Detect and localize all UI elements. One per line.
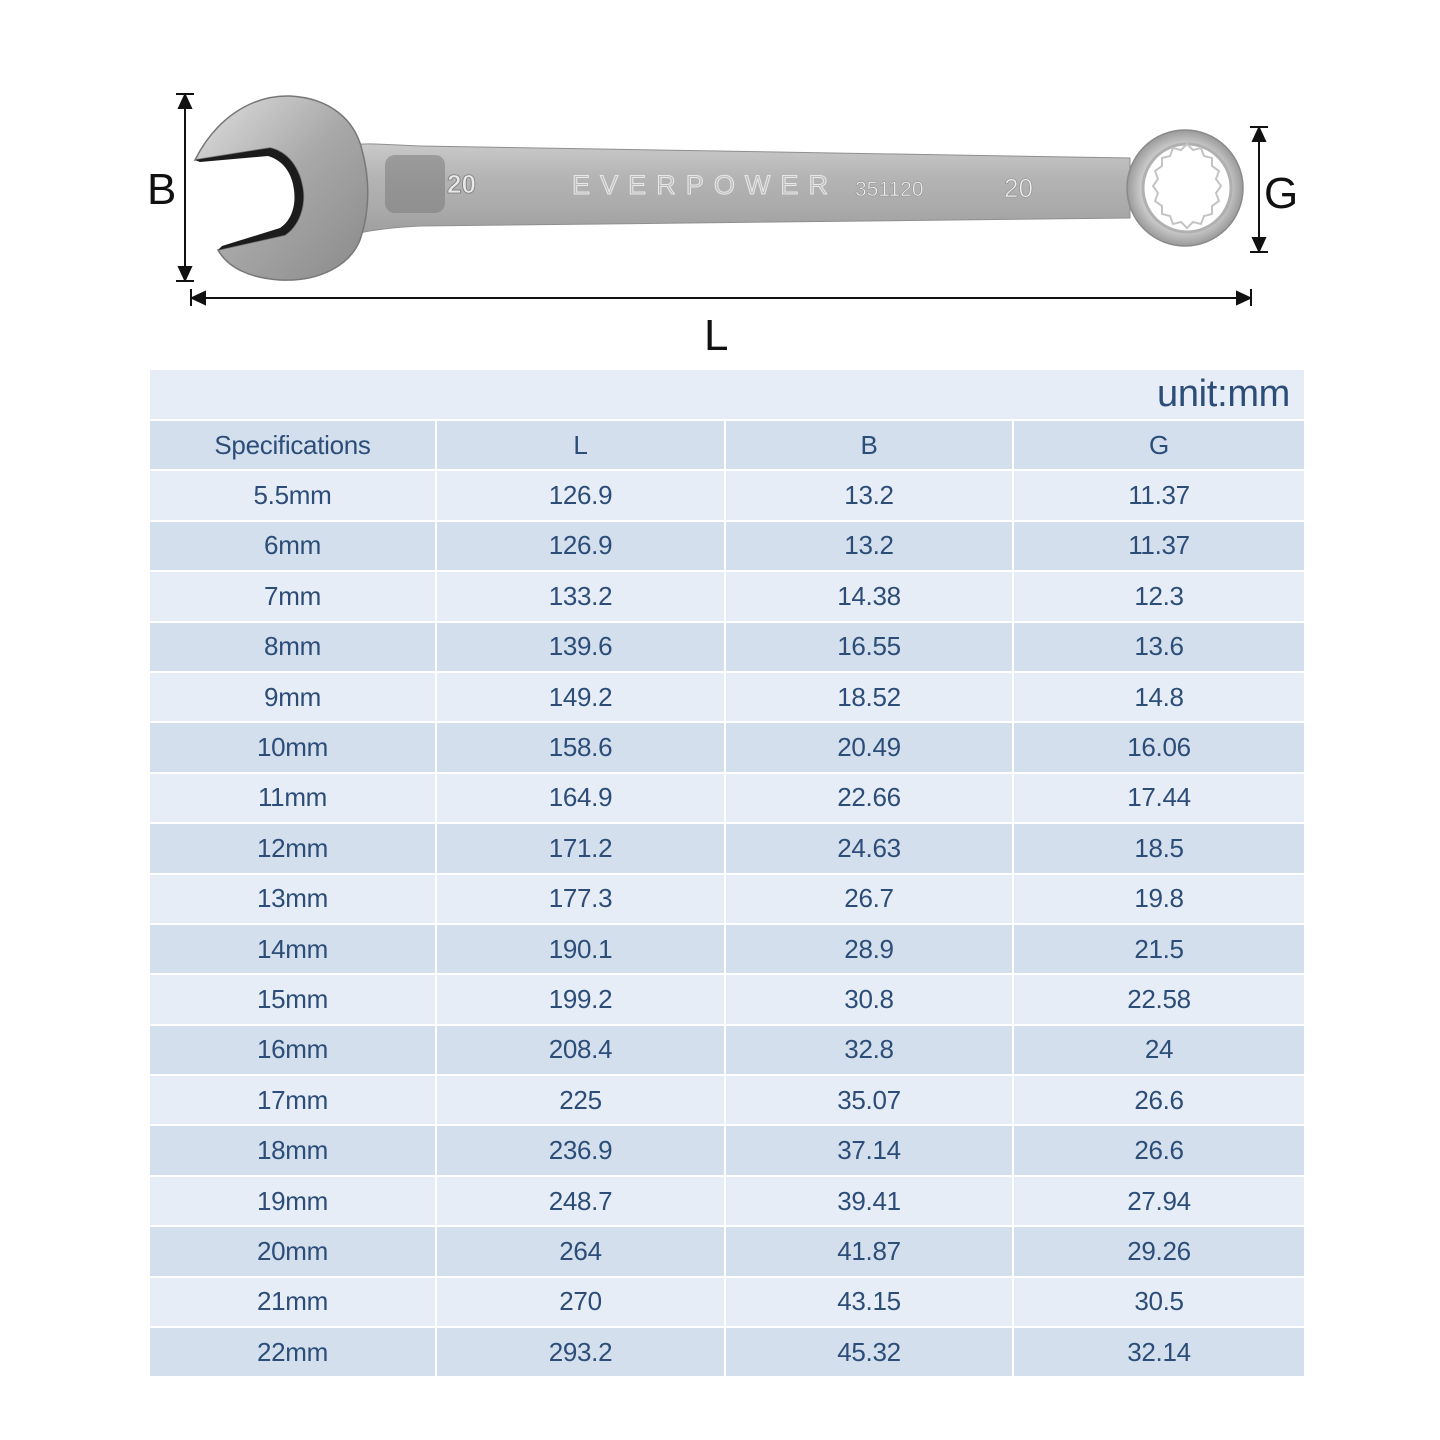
table-row <box>150 924 1304 974</box>
l-cell: 149.2 <box>436 672 725 722</box>
b-cell: 32.8 <box>725 1025 1013 1075</box>
table-row <box>150 521 1304 571</box>
l-cell: 158.6 <box>436 722 725 772</box>
g-cell: 19.8 <box>1013 874 1304 924</box>
table-row <box>150 773 1304 823</box>
l-cell: 264 <box>436 1226 725 1276</box>
unit-label: unit:mm <box>150 370 1304 420</box>
spec-cell: 17mm <box>150 1075 436 1125</box>
spec-cell: 10mm <box>150 722 436 772</box>
table-row <box>150 622 1304 672</box>
l-cell: 248.7 <box>436 1176 725 1226</box>
header-l: L <box>436 420 725 470</box>
b-cell: 35.07 <box>725 1075 1013 1125</box>
b-cell: 13.2 <box>725 470 1013 520</box>
b-cell: 39.41 <box>725 1176 1013 1226</box>
b-cell: 20.49 <box>725 722 1013 772</box>
l-cell: 164.9 <box>436 773 725 823</box>
b-cell: 30.8 <box>725 974 1013 1024</box>
g-cell: 14.8 <box>1013 672 1304 722</box>
l-cell: 270 <box>436 1277 725 1327</box>
b-cell: 41.87 <box>725 1226 1013 1276</box>
spec-cell: 7mm <box>150 571 436 621</box>
g-cell: 21.5 <box>1013 924 1304 974</box>
table-row <box>150 1277 1304 1327</box>
g-cell: 29.26 <box>1013 1226 1304 1276</box>
g-cell: 11.37 <box>1013 470 1304 520</box>
g-cell: 30.5 <box>1013 1277 1304 1327</box>
spec-cell: 16mm <box>150 1025 436 1075</box>
l-cell: 293.2 <box>436 1327 725 1377</box>
spec-cell: 5.5mm <box>150 470 436 520</box>
table-row <box>150 874 1304 924</box>
spec-cell: 18mm <box>150 1125 436 1175</box>
table-row <box>150 823 1304 873</box>
g-cell: 18.5 <box>1013 823 1304 873</box>
spec-cell: 6mm <box>150 521 436 571</box>
spec-cell: 11mm <box>150 773 436 823</box>
l-cell: 236.9 <box>436 1125 725 1175</box>
table-row <box>150 1226 1304 1276</box>
g-cell: 32.14 <box>1013 1327 1304 1377</box>
table-row <box>150 1075 1304 1125</box>
g-cell: 17.44 <box>1013 773 1304 823</box>
dimension-b-arrow <box>176 94 194 281</box>
wrench-size-marking-right: 20 <box>1004 173 1033 203</box>
wrench-model-engraving: 351120 <box>855 178 924 201</box>
b-cell: 18.52 <box>725 672 1013 722</box>
g-cell: 11.37 <box>1013 521 1304 571</box>
b-cell: 24.63 <box>725 823 1013 873</box>
b-cell: 16.55 <box>725 622 1013 672</box>
b-cell: 13.2 <box>725 521 1013 571</box>
spec-cell: 21mm <box>150 1277 436 1327</box>
dimension-l-arrow <box>191 289 1251 306</box>
g-cell: 13.6 <box>1013 622 1304 672</box>
g-cell: 22.58 <box>1013 974 1304 1024</box>
table-row <box>150 1176 1304 1226</box>
table-row <box>150 974 1304 1024</box>
b-cell: 28.9 <box>725 924 1013 974</box>
b-cell: 14.38 <box>725 571 1013 621</box>
spec-cell: 15mm <box>150 974 436 1024</box>
table-row <box>150 470 1304 520</box>
spec-cell: 14mm <box>150 924 436 974</box>
l-cell: 126.9 <box>436 521 725 571</box>
wrench-size-marking-left: 20 <box>447 169 476 199</box>
dimension-label-g: G <box>1264 169 1299 218</box>
table-row <box>150 1025 1304 1075</box>
table-row <box>150 672 1304 722</box>
header-specifications: Specifications <box>150 420 436 470</box>
b-cell: 45.32 <box>725 1327 1013 1377</box>
header-b: B <box>725 420 1013 470</box>
table-row <box>150 1125 1304 1175</box>
b-cell: 43.15 <box>725 1277 1013 1327</box>
g-cell: 24 <box>1013 1025 1304 1075</box>
b-cell: 37.14 <box>725 1125 1013 1175</box>
table-row <box>150 571 1304 621</box>
header-g: G <box>1013 420 1304 470</box>
l-cell: 177.3 <box>436 874 725 924</box>
l-cell: 133.2 <box>436 571 725 621</box>
wrench-diagram <box>0 0 1440 370</box>
wrench-brand-engraving: EVERPOWER <box>572 170 830 200</box>
spec-cell: 13mm <box>150 874 436 924</box>
spec-cell: 20mm <box>150 1226 436 1276</box>
spec-cell: 19mm <box>150 1176 436 1226</box>
g-cell: 16.06 <box>1013 722 1304 772</box>
g-cell: 27.94 <box>1013 1176 1304 1226</box>
spec-cell: 22mm <box>150 1327 436 1377</box>
spec-cell: 8mm <box>150 622 436 672</box>
specification-table <box>150 370 1304 1378</box>
dimension-label-l: L <box>704 311 729 360</box>
table-header-row <box>150 420 1304 470</box>
b-cell: 26.7 <box>725 874 1013 924</box>
unit-row <box>150 370 1304 420</box>
l-cell: 199.2 <box>436 974 725 1024</box>
l-cell: 208.4 <box>436 1025 725 1075</box>
b-cell: 22.66 <box>725 773 1013 823</box>
dimension-label-b: B <box>147 165 177 214</box>
l-cell: 171.2 <box>436 823 725 873</box>
l-cell: 139.6 <box>436 622 725 672</box>
spec-cell: 9mm <box>150 672 436 722</box>
table-row <box>150 1327 1304 1377</box>
g-cell: 12.3 <box>1013 571 1304 621</box>
table-row <box>150 722 1304 772</box>
spec-cell: 12mm <box>150 823 436 873</box>
l-cell: 190.1 <box>436 924 725 974</box>
g-cell: 26.6 <box>1013 1075 1304 1125</box>
l-cell: 225 <box>436 1075 725 1125</box>
l-cell: 126.9 <box>436 470 725 520</box>
g-cell: 26.6 <box>1013 1125 1304 1175</box>
